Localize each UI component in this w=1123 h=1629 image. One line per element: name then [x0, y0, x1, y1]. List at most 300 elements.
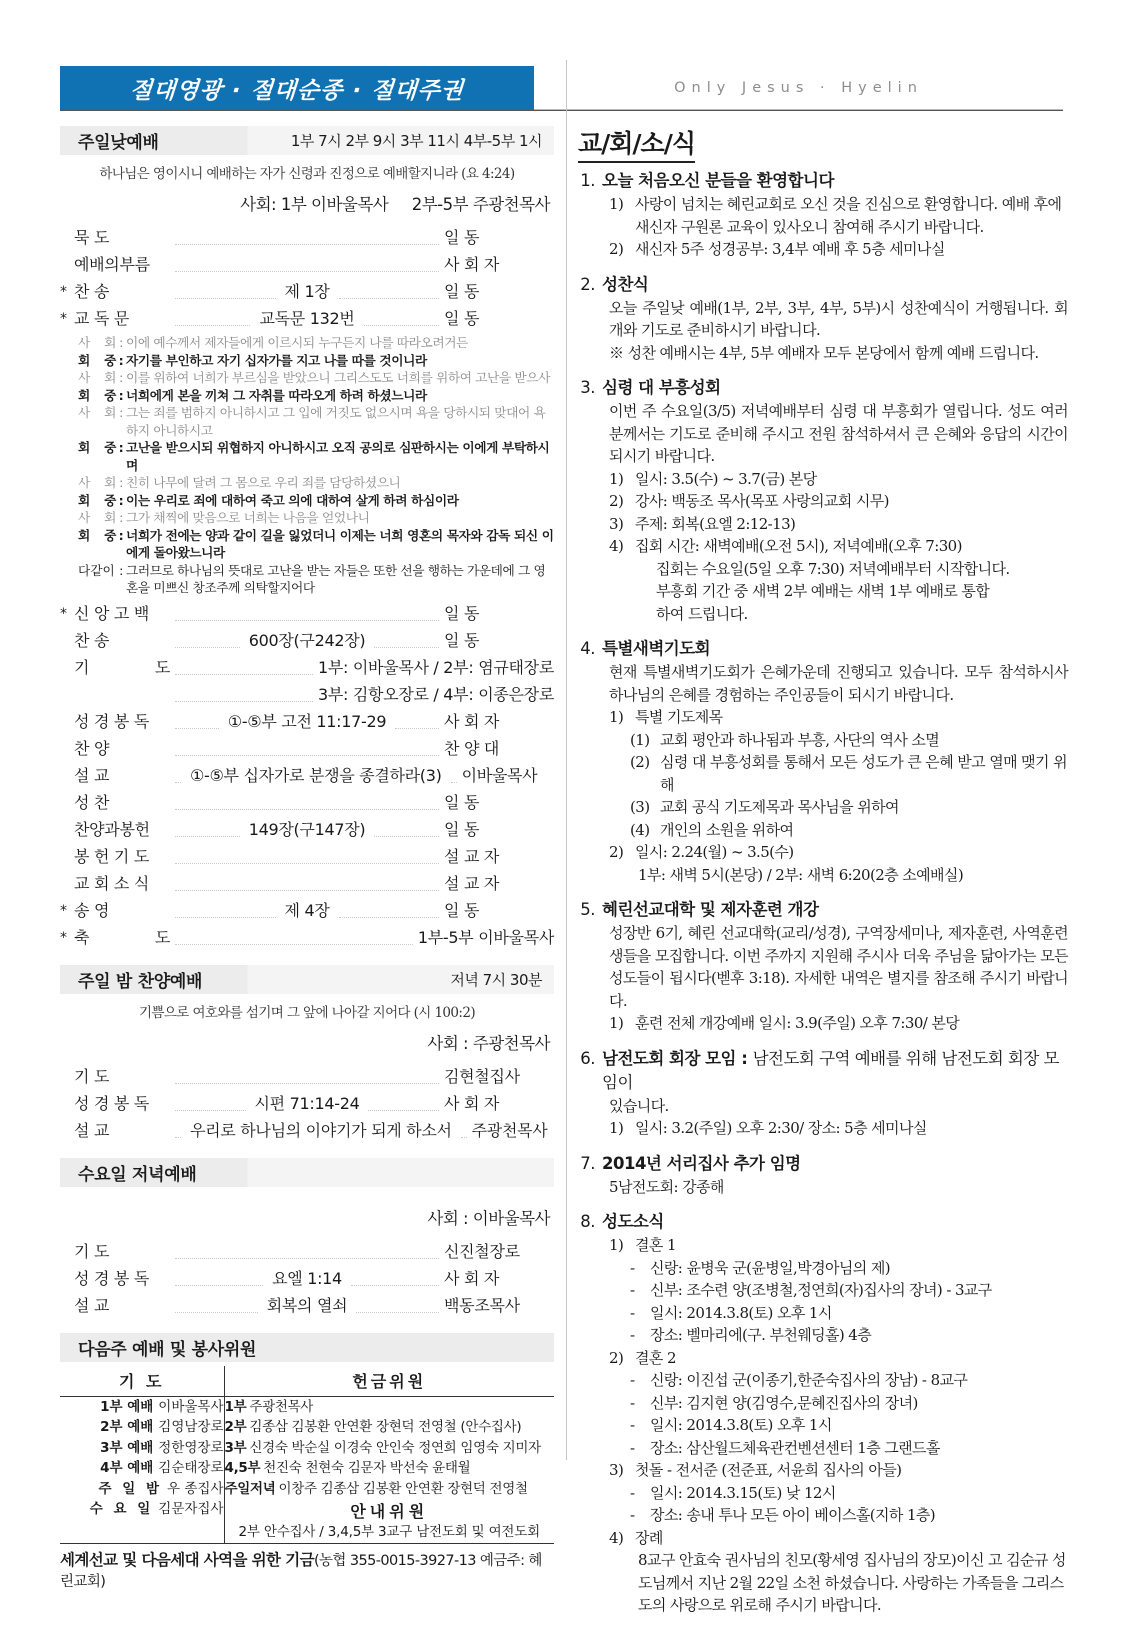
order-row: [60, 709, 554, 735]
column-divider: [566, 60, 567, 1460]
news-sub-text: 일시: 2.24(월) ~ 3.5(수): [635, 843, 794, 861]
sunday-day-times: 1부 7시 2부 9시 3부 11시 4부-5부 1시: [290, 132, 542, 150]
wednesday-title: 수요일 저녁예배: [78, 1164, 197, 1185]
news-sub-text: 장소: 벨마리에(구. 부천웨딩홀) 4층: [650, 1326, 872, 1344]
offering-names: 이창주 김종삼 김봉환 안연환 장현덕 전영철: [278, 1480, 528, 1497]
order-row: [60, 1239, 554, 1265]
prayer-duty-name: 김영남장로: [158, 1419, 224, 1435]
news-sub-marker: 2): [609, 240, 624, 258]
news-item: [578, 1152, 1068, 1199]
order-row: [60, 871, 554, 897]
news-item-body: [578, 661, 1068, 706]
responsive-colon: :: [118, 352, 124, 368]
news-dash-item: [578, 1302, 1068, 1325]
order-dot-leader: [175, 1312, 258, 1313]
news-sub-marker: -: [630, 1326, 635, 1344]
order-dot-leader: [175, 1110, 246, 1111]
responsive-line: [60, 527, 554, 562]
news-indent-line: 하여 드립니다.: [656, 604, 748, 623]
offering-duty-row: [225, 1438, 555, 1459]
news-item-body: [578, 297, 1068, 365]
prayer-duty-role: 3부 예배: [100, 1439, 154, 1456]
order-dot-leader: [175, 809, 439, 810]
news-paragraph: 현재 특별새벽기도회가 은혜가운데 진행되고 있습니다. 모두 참석하시사 하나님의 은혜를 경험하는 주인공들이 되시기 바랍니다.: [609, 663, 1068, 704]
order-dot-leader: [374, 647, 439, 648]
order-item-name: 축 도: [74, 927, 170, 947]
order-item-name: 신 앙 고 백: [74, 603, 149, 623]
news-sub-text: 일시: 2014.3.8(토) 오후 1시: [650, 1416, 832, 1434]
order-dot-leader: [175, 325, 250, 326]
order-item-detail: 교독문 132번: [259, 309, 355, 328]
news-dash-item: [578, 1279, 1068, 1302]
responsive-colon: :: [118, 527, 124, 543]
order-item-person: 사 회 자: [444, 1268, 500, 1288]
order-item-person: 3부: 김항오장로 / 4부: 이종은장로: [317, 684, 554, 704]
news-item-number: 1.: [580, 171, 595, 190]
news-item-number: 2.: [580, 274, 595, 294]
news-paragraph: 이번 주 수요일(3/5) 저녁예배부터 심령 대 부흥회가 열립니다. 성도 여러분께서는 기도로 준비해 주시고 전원 참석하셔서 큰 은혜와 응답의 시간이 되시기 바랍니다.: [609, 402, 1068, 465]
responsive-line: [60, 369, 554, 387]
news-sub-marker: 2): [609, 1348, 624, 1367]
news-sub-text: 장소: 삼산월드체육관컨벤션센터 1층 그랜드홀: [650, 1438, 940, 1457]
news-sub-marker: 1): [609, 1236, 624, 1254]
prayer-duty-row: [60, 1417, 224, 1438]
responsive-text: 이를 위하여 너희가 부르심을 받았으니 그리스도도 너희를 위하여 고난을 받으사: [126, 370, 550, 385]
order-item-person: 일 동: [444, 630, 480, 650]
news-item-title-inline: 남전도회 구역 예배를 위해 남전도회 회장 모임이: [602, 1048, 1059, 1092]
news-item: [578, 637, 1068, 886]
order-row: [60, 1118, 554, 1144]
responsive-reading: [60, 334, 554, 597]
prayer-duty-row: [60, 1397, 224, 1418]
news-sub-item: [578, 193, 1068, 238]
responsive-role: 회 중: [78, 387, 116, 403]
order-item-person: 설 교 자: [444, 873, 500, 893]
order-item-name: 교 독 문: [74, 309, 130, 328]
news-item-number: 5.: [580, 900, 595, 919]
order-item-detail: 요엘 1:14: [272, 1268, 342, 1288]
order-item-name: 묵 도: [74, 228, 110, 247]
news-sub-text: 결혼 2: [635, 1348, 676, 1367]
news-sub-marker: -: [630, 1416, 635, 1434]
news-sub-text: 일시: 2014.3.8(토) 오후 1시: [650, 1303, 832, 1322]
duty-table: [60, 1366, 554, 1544]
order-asterisk: *: [60, 902, 67, 919]
news-sub-marker: 3): [609, 514, 624, 533]
prayer-duty-list: [60, 1397, 224, 1520]
order-item-person: 일 동: [444, 900, 480, 920]
news-sub-text: 강사: 백동조 목사(목포 사랑의교회 시무): [635, 492, 889, 510]
prayer-duty-name: 이바울목사: [158, 1398, 224, 1415]
duty-col2-header: 헌금위원: [224, 1366, 554, 1397]
responsive-colon: :: [119, 335, 123, 350]
prayer-duty-row: [60, 1499, 224, 1520]
order-dot-leader: [175, 620, 439, 621]
news-sub-text: 신부: 김지현 양(김영수,문혜진집사의 장녀): [650, 1393, 918, 1412]
officiant-label: 사회:: [240, 195, 277, 214]
news-sub-marker: -: [630, 1371, 635, 1389]
news-sub-item-level2: [578, 751, 1068, 796]
news-sub-text: 일시: 3.5(수) ~ 3.7(금) 본당: [635, 469, 817, 488]
responsive-line: [60, 334, 554, 352]
responsive-colon: :: [119, 370, 123, 385]
news-sub-marker: -: [630, 1303, 635, 1322]
news-sub-text: 집회 시간: 새벽예배(오전 5시), 저녁예배(오후 7:30): [635, 537, 962, 555]
news-item-heading: [578, 637, 1068, 661]
responsive-text: 너희에게 본을 끼쳐 그 자취를 따라오게 하려 하셨느니라: [126, 387, 427, 403]
mission-fund-line: [60, 1543, 554, 1591]
order-item-name: 예배의부름: [74, 255, 150, 274]
news-item-heading: [578, 1152, 1068, 1176]
header-divider: [60, 110, 1063, 111]
order-row: [60, 817, 554, 843]
offering-part: 주일저녁: [224, 1480, 276, 1497]
order-item-detail: ①-⑤부 고전 11:17-29: [227, 711, 387, 731]
order-dot-leader: [451, 782, 457, 783]
order-dot-leader: [175, 863, 439, 864]
news-sub-marker: (2): [630, 753, 650, 771]
order-dot-leader: [356, 1312, 439, 1313]
right-column: [578, 124, 1068, 1629]
news-sub-item: [578, 841, 1068, 864]
news-dash-item: [578, 1414, 1068, 1437]
order-row: [60, 682, 554, 708]
offering-names: 주광천목사: [249, 1398, 314, 1415]
news-paragraph: 성장반 6기, 혜린 선교대학(교리/성경), 구역장세미나, 제자훈련, 사역훈련생들을 모집합니다. 이번 주까지 지원해 주시사 더욱 주님을 닮아가는 모든 성도들이 됩시다(벧후 3:18). 자세한 내역은 별지를 참조해 주시기 바랍니다.: [609, 924, 1068, 1010]
responsive-line: [60, 509, 554, 527]
responsive-text: 너희가 전에는 양과 같이 길을 잃었더니 이제는 너희 영혼의 목자와 감독 되신 이에게 돌아왔느니라: [126, 527, 554, 560]
responsive-role: 회 중: [78, 527, 116, 543]
news-item-heading: [578, 1210, 1068, 1234]
sunday-night-officiant: 사회 : 주광천목사: [427, 1033, 550, 1053]
news-sub-text: 사랑이 넘치는 혜린교회로 오신 것을 진심으로 환영합니다. 예배 후에 새신자 구원론 교육이 있사오니 참여해 주시기 바랍니다.: [635, 195, 1062, 236]
prayer-duty-row: [60, 1458, 224, 1479]
responsive-text: 이는 우리로 죄에 대하여 죽고 의에 대하여 살게 하려 하심이라: [126, 492, 459, 508]
order-row: [60, 736, 554, 762]
news-sub-text: 장소: 송내 투나 모든 아이 베이스홀(지하 1층): [650, 1506, 936, 1524]
order-row: [60, 844, 554, 870]
usher-header: 안내위원: [350, 1502, 429, 1521]
order-dot-leader: [175, 1137, 181, 1138]
news-sub-text: 결혼 1: [635, 1236, 676, 1254]
order-item-name: 교 회 소 식: [74, 873, 149, 893]
news-sub-item: [578, 238, 1068, 261]
responsive-line: [60, 352, 554, 370]
responsive-role: 사 회: [78, 510, 116, 525]
responsive-line: [60, 404, 554, 439]
responsive-role: 다같이: [78, 562, 115, 578]
news-item-title: 남전도회 회장 모임 : 남전도회 구역 예배를 위해 남전도회 회장 모임이: [602, 1048, 1059, 1092]
sunday-day-order-list-part1: [60, 225, 554, 332]
order-dot-leader: [175, 271, 439, 272]
order-item-person: 이바울목사: [461, 765, 538, 785]
order-dot-leader: [368, 1110, 439, 1111]
news-item-title: 성도소식: [602, 1212, 664, 1231]
news-item-number: 4.: [580, 639, 595, 658]
responsive-role: 사 회: [78, 475, 116, 490]
header-banner-text: 절대영광 · 절대순종 · 절대주권: [128, 77, 465, 104]
news-item-number: 7.: [580, 1153, 595, 1173]
order-dot-leader: [175, 674, 313, 675]
section-wednesday-header: [60, 1158, 554, 1187]
prayer-duty-role: 2부 예배: [100, 1419, 154, 1435]
responsive-colon: :: [119, 510, 123, 525]
news-item-heading: [578, 273, 1068, 297]
order-row: [60, 898, 554, 924]
news-sub-marker: -: [630, 1281, 635, 1299]
sunday-day-title: 주일낮예배: [78, 133, 159, 153]
order-item-detail: 600장(구242장): [248, 630, 366, 650]
duty-col1-header: 기 도: [60, 1366, 224, 1397]
news-sub-item: [578, 490, 1068, 513]
news-sub-text: 신랑: 이진섭 군(이종기,한준숙집사의 장남) - 8교구: [650, 1371, 968, 1389]
offering-names: 신경숙 박순실 이경숙 안인숙 정연희 임영숙 지미자: [249, 1439, 541, 1456]
news-sub-item: [578, 706, 1068, 729]
news-item-title: 심령 대 부흥성회: [602, 378, 721, 397]
order-dot-leader: [339, 917, 440, 918]
news-sub-item: [578, 1459, 1068, 1482]
order-item-detail: 149장(구147장): [248, 819, 366, 839]
order-item-detail: 우리로 하나님의 이야기가 되게 하소서: [190, 1120, 452, 1140]
order-item-person: 일 동: [444, 282, 480, 301]
offering-duty-row: [225, 1417, 555, 1438]
order-row: [60, 1293, 554, 1319]
order-item-detail: 회복의 열쇠: [266, 1295, 348, 1315]
news-dash-item: [578, 1437, 1068, 1460]
responsive-line: [60, 492, 554, 510]
responsive-role: 사 회: [78, 370, 116, 385]
order-item-name: 설 교: [74, 1120, 110, 1140]
news-dash-item: [578, 1324, 1068, 1347]
news-paragraph: 있습니다.: [609, 1096, 669, 1115]
news-sub-marker: 1): [609, 195, 624, 213]
offering-part: 3부: [224, 1439, 247, 1456]
order-item-detail: 시편 71:14-24: [254, 1093, 360, 1113]
news-item-tail-body: 8교구 안효숙 권사님의 친모(황세영 집사님의 장모)이신 고 김순규 성도님께서 지난 2월 22일 소천 하셨습니다. 사랑하는 가족들을 그리스도의 사랑으로 위로해 주시기 바랍니다.: [638, 1551, 1066, 1614]
order-dot-leader: [395, 728, 439, 729]
order-dot-leader: [175, 647, 240, 648]
duty-table-body-row: [60, 1396, 554, 1499]
news-item-heading: [578, 898, 1068, 922]
news-sub-text: 교회 평안과 하나됨과 부흥, 사단의 역사 소멸: [660, 730, 940, 749]
sunday-day-order-list-part2: [60, 601, 554, 951]
news-sub-item: [578, 1117, 1068, 1140]
news-sub-text: 주제: 회복(요엘 2:12-13): [635, 514, 796, 533]
news-sub-marker: 1): [609, 1119, 624, 1137]
news-section-title: 교/회/소/식: [578, 124, 695, 163]
offering-part: 2부: [224, 1419, 247, 1435]
news-item: [578, 169, 1068, 261]
news-item-title: 2014년 서리집사 추가 임명: [602, 1153, 801, 1173]
order-item-name: 기 도: [74, 1066, 110, 1086]
responsive-line: [60, 474, 554, 492]
responsive-role: 사 회: [78, 335, 116, 350]
news-dash-item: [578, 1392, 1068, 1415]
responsive-colon: :: [118, 440, 124, 455]
order-item-name: 찬양과봉헌: [74, 819, 150, 839]
news-sub-item-level2: [578, 729, 1068, 752]
responsive-role: 사 회: [78, 405, 116, 420]
news-item: [578, 376, 1068, 625]
order-item-name: 성 찬: [74, 792, 110, 812]
order-item-person: 일 동: [444, 819, 480, 839]
news-sub-marker: 1): [609, 708, 624, 726]
responsive-line: [60, 562, 554, 597]
sunday-day-officiant: [60, 191, 550, 215]
offering-duty-row: [225, 1397, 555, 1418]
news-item-title: 성찬식: [602, 274, 649, 294]
news-sub-text: 특별 기도제목: [635, 708, 723, 726]
prayer-duty-row: [60, 1479, 224, 1500]
news-sub-text: 일시: 3.2(주일) 오후 2:30/ 장소: 5층 세미나실: [635, 1119, 927, 1137]
section-sunday-night-header: [60, 965, 554, 994]
order-dot-leader: [175, 701, 313, 702]
responsive-text: 친히 나무에 달려 그 몸으로 우리 죄를 담당하셨으니: [126, 475, 401, 490]
offering-duty-row: [225, 1458, 555, 1479]
offering-duty-row: [225, 1479, 555, 1500]
news-sub-text: 개인의 소원을 위하여: [660, 820, 794, 839]
order-dot-leader: [175, 917, 276, 918]
news-item-heading: [578, 376, 1068, 400]
prayer-duty-role: 1부 예배: [100, 1398, 154, 1415]
news-sub-marker: 1): [609, 469, 624, 488]
order-row: [60, 655, 554, 681]
order-item-name: 성 경 봉 독: [74, 1093, 149, 1113]
order-item-detail: ①-⑤부 십자가로 분쟁을 종결하라(3): [190, 765, 442, 785]
duty-table-header-row: [60, 1366, 554, 1397]
mission-fund-bold: 세계선교 및 다음세대 사역을 위한 기금: [60, 1551, 314, 1569]
news-sub-item: [578, 1527, 1068, 1550]
order-asterisk: *: [60, 605, 67, 622]
offering-duty-list: [225, 1397, 555, 1500]
news-sub-item-level2: [578, 796, 1068, 819]
news-item: [578, 273, 1068, 365]
order-item-detail: 제 1장: [284, 282, 330, 301]
offering-part: 1부: [224, 1398, 247, 1415]
news-item-title: 특별새벽기도회: [602, 639, 711, 658]
wednesday-order-list: [60, 1239, 554, 1319]
news-list: [578, 169, 1068, 1629]
order-item-person: 일 동: [444, 792, 480, 812]
mission-fund-account: (농협 355-0015-3927-13 예금주: 혜린교회): [60, 1553, 542, 1590]
responsive-line: [60, 387, 554, 405]
responsive-colon: :: [119, 475, 123, 490]
officiant-2: 2부-5부 주광천목사: [411, 195, 550, 214]
news-sub-text: 새신자 5주 성경공부: 3,4부 예배 후 5층 세미나실: [635, 240, 945, 258]
offering-cell: [224, 1396, 554, 1499]
news-indent-line: 부흥회 기간 중 새벽 2부 예배는 새벽 1부 예배로 통합: [656, 582, 990, 600]
order-dot-leader: [175, 728, 219, 729]
left-column: [60, 126, 554, 1591]
responsive-role: 회 중: [78, 440, 116, 455]
news-item-body: [578, 922, 1068, 1012]
order-item-person: 김현철집사: [444, 1066, 520, 1086]
officiant-1: 1부 이바울목사: [280, 195, 389, 214]
order-asterisk: *: [60, 311, 67, 327]
news-sub-marker: -: [630, 1258, 635, 1277]
prayer-cell: [60, 1396, 224, 1543]
news-item-title: 혜린선교대학 및 제자훈련 개강: [602, 900, 819, 919]
header-tagline: Only Jesus · Hyelin: [674, 79, 923, 96]
order-row: [60, 601, 554, 627]
order-item-name: 봉 헌 기 도: [74, 846, 149, 866]
order-item-name: 찬 송: [74, 630, 110, 650]
order-dot-leader: [175, 782, 181, 783]
order-item-name: 성 경 봉 독: [74, 1268, 149, 1288]
order-row: [60, 1064, 554, 1090]
order-asterisk: *: [60, 284, 67, 300]
news-item-body: [578, 400, 1068, 468]
prayer-duty-name: 우 종집사: [167, 1480, 224, 1497]
order-item-person: 사 회 자: [444, 711, 500, 731]
order-item-person: 1부: 이바울목사 / 2부: 염규태장로: [317, 657, 554, 677]
order-dot-leader: [175, 890, 439, 891]
responsive-colon: :: [118, 387, 124, 403]
news-sub-text: 심령 대 부흥성회를 통해서 모든 성도가 큰 은혜 받고 열매 맺기 위해: [660, 753, 1067, 794]
order-item-person: 1부-5부 이바울목사: [417, 927, 554, 947]
sunday-night-order-list: [60, 1064, 554, 1144]
news-sub-text: 교회 공식 기도제목과 목사님을 위하여: [660, 798, 899, 816]
news-sub-marker: 2): [609, 492, 624, 510]
prayer-duty-name: 정한영장로: [158, 1439, 224, 1456]
order-dot-leader: [175, 1258, 439, 1259]
responsive-text: 자기를 부인하고 자기 십자가를 지고 나를 따를 것이니라: [126, 352, 427, 368]
news-paragraph: ※ 성찬 예배시는 4부, 5부 예배자 모두 본당에서 함께 예배 드립니다.: [609, 343, 1039, 362]
news-sub-marker: 1): [609, 1014, 624, 1032]
news-item: [578, 898, 1068, 1035]
news-sub-item: [578, 468, 1068, 491]
prayer-duty-role: 4부 예배: [100, 1460, 154, 1476]
order-item-person: 신진철장로: [444, 1241, 520, 1261]
prayer-duty-role: 주 일 밤: [98, 1480, 163, 1497]
sunday-night-title: 주일 밤 찬양예배: [78, 971, 203, 992]
news-sub-marker: (1): [630, 730, 650, 749]
order-item-name: 설 교: [74, 765, 110, 785]
responsive-text: 고난을 받으시되 위협하지 아니하시고 오직 공의로 심판하시는 이에게 부탁하시며: [126, 440, 550, 473]
wednesday-officiant: 사회 : 이바울목사: [427, 1208, 550, 1228]
news-item-heading: [578, 169, 1068, 193]
news-item-number: 6.: [580, 1048, 595, 1068]
news-sub-marker: -: [630, 1393, 635, 1412]
order-item-person: 일 동: [444, 309, 480, 328]
news-sub-marker: (3): [630, 798, 650, 816]
responsive-text: 그는 죄를 범하지 아니하시고 그 입에 거짓도 없으시며 욕을 당하시되 맞대어 욕하지 아니하시고: [126, 405, 546, 438]
order-item-name: 기 도: [74, 657, 170, 677]
news-sub-item-level2: [578, 819, 1068, 842]
responsive-text: 그가 채찍에 맞음으로 너희는 나음을 얻었나니: [126, 510, 370, 525]
news-item-body: [578, 1176, 1068, 1199]
order-asterisk: *: [60, 929, 67, 946]
order-dot-leader: [175, 244, 439, 245]
prayer-duty-name: 김순태장로: [158, 1460, 224, 1476]
header-tagline-area: [534, 66, 1063, 110]
section-duty-header: [60, 1333, 554, 1362]
news-sub-item: [578, 1234, 1068, 1257]
prayer-duty-role: 수 요 일: [89, 1501, 154, 1517]
order-row: [60, 925, 554, 951]
news-sub-marker: 4): [609, 1528, 624, 1547]
page-header: [60, 66, 1063, 110]
order-item-person: 일 동: [444, 228, 480, 247]
news-sub-item: [578, 1012, 1068, 1035]
order-row: [60, 1091, 554, 1117]
news-item-title: 오늘 처음오신 분들을 환영합니다: [602, 171, 834, 190]
news-sub-text: 첫돌 - 전서준 (전준표, 서윤희 집사의 아들): [635, 1461, 902, 1479]
news-indent-line: 1부: 새벽 5시(본당) / 2부: 새벽 6:20(2층 소예배실): [638, 865, 964, 884]
usher-text: 2부 안수집사 / 3,4,5부 3교구 남전도회 및 여전도회: [238, 1524, 540, 1540]
order-dot-leader: [175, 1285, 263, 1286]
news-paragraph: 5남전도회: 강종해: [609, 1177, 724, 1196]
